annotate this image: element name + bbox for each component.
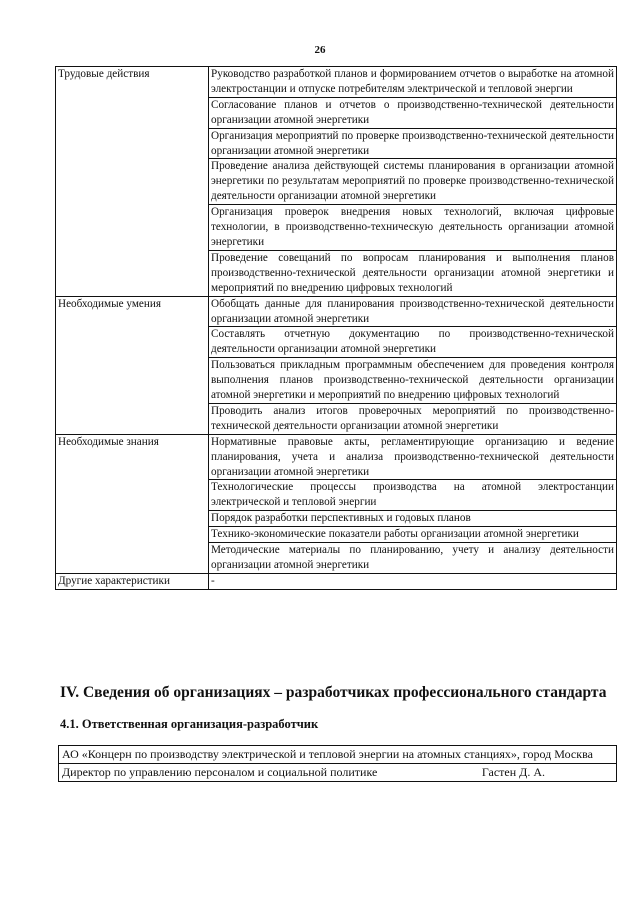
director-position: Директор по управлению персоналом и социальной политике	[62, 765, 378, 779]
table-row	[59, 746, 617, 764]
director-name: Гастен Д. А.	[481, 765, 545, 779]
row-item: Методические материалы по планированию, учету и анализу деятельности организации атомной энергетики	[209, 543, 617, 574]
row-item: Составлять отчетную документацию по производственно-технической деятельности организации атомной энергетики	[209, 327, 617, 358]
table-row	[56, 434, 617, 480]
table-row	[56, 296, 617, 327]
row-item: Нормативные правовые акты, регламентирующие организацию и ведение планирования, учета и анализа производственно-технической деятельности организации атомной энергетики	[209, 434, 617, 480]
row-item: -	[209, 573, 617, 589]
row-item: Обобщать данные для планирования производственно-технической деятельности организации атомной энергетики	[209, 296, 617, 327]
row-item: Порядок разработки перспективных и годовых планов	[209, 511, 617, 527]
row-item: Организация проверок внедрения новых технологий, включая цифровые технологии, в производственно-техническую деятельность организации атомной энергетики	[209, 205, 617, 251]
director-row	[62, 765, 613, 780]
row-item: Проведение анализа действующей системы планирования в организации атомной энергетики по результатам мероприятий по проверке производственно-технической деятельности организации атомной энергетики	[209, 159, 617, 205]
row-category: Трудовые действия	[56, 67, 209, 297]
table-row	[56, 67, 617, 98]
section-title: IV. Сведения об организациях – разработчиках профессионального стандарта	[60, 684, 607, 701]
row-item: Пользоваться прикладным программным обеспечением для проведения контроля выполнения планов производственно-технической деятельности организации атомной энергетики и мероприятий по внедрению цифровых технологий	[209, 358, 617, 404]
subsection-title: 4.1. Ответственная организация-разработчик	[60, 717, 319, 731]
table-row	[56, 573, 617, 589]
row-item: Проводить анализ итогов проверочных мероприятий по производственно-технической деятельности организации атомной энергетики	[209, 403, 617, 434]
page-number: 26	[314, 44, 326, 56]
organization-table	[58, 745, 617, 782]
row-item: Организация мероприятий по проверке производственно-технической деятельности организации атомной энергетики	[209, 128, 617, 159]
table-row	[59, 764, 617, 782]
row-item: Проведение совещаний по вопросам планирования и выполнения планов производственно-технической деятельности организации атомной энергетики и мероприятий по внедрению цифровых технологий	[209, 250, 617, 296]
row-item: Согласование планов и отчетов о производственно-технической деятельности организации атомной энергетики	[209, 97, 617, 128]
row-category: Необходимые умения	[56, 296, 209, 434]
row-category: Другие характеристики	[56, 573, 209, 589]
labor-functions-table	[55, 66, 617, 590]
row-item: Руководство разработкой планов и формированием отчетов о выработке на атомной электростанции и отпуске потребителям электрической и тепловой энергии	[209, 67, 617, 98]
row-item: Технико-экономические показатели работы организации атомной энергетики	[209, 527, 617, 543]
row-category: Необходимые знания	[56, 434, 209, 573]
row-item: Технологические процессы производства на атомной электростанции электрической и тепловой энергии	[209, 480, 617, 511]
organization-name: АО «Концерн по производству электрической и тепловой энергии на атомных станциях», город Москва	[59, 746, 617, 764]
